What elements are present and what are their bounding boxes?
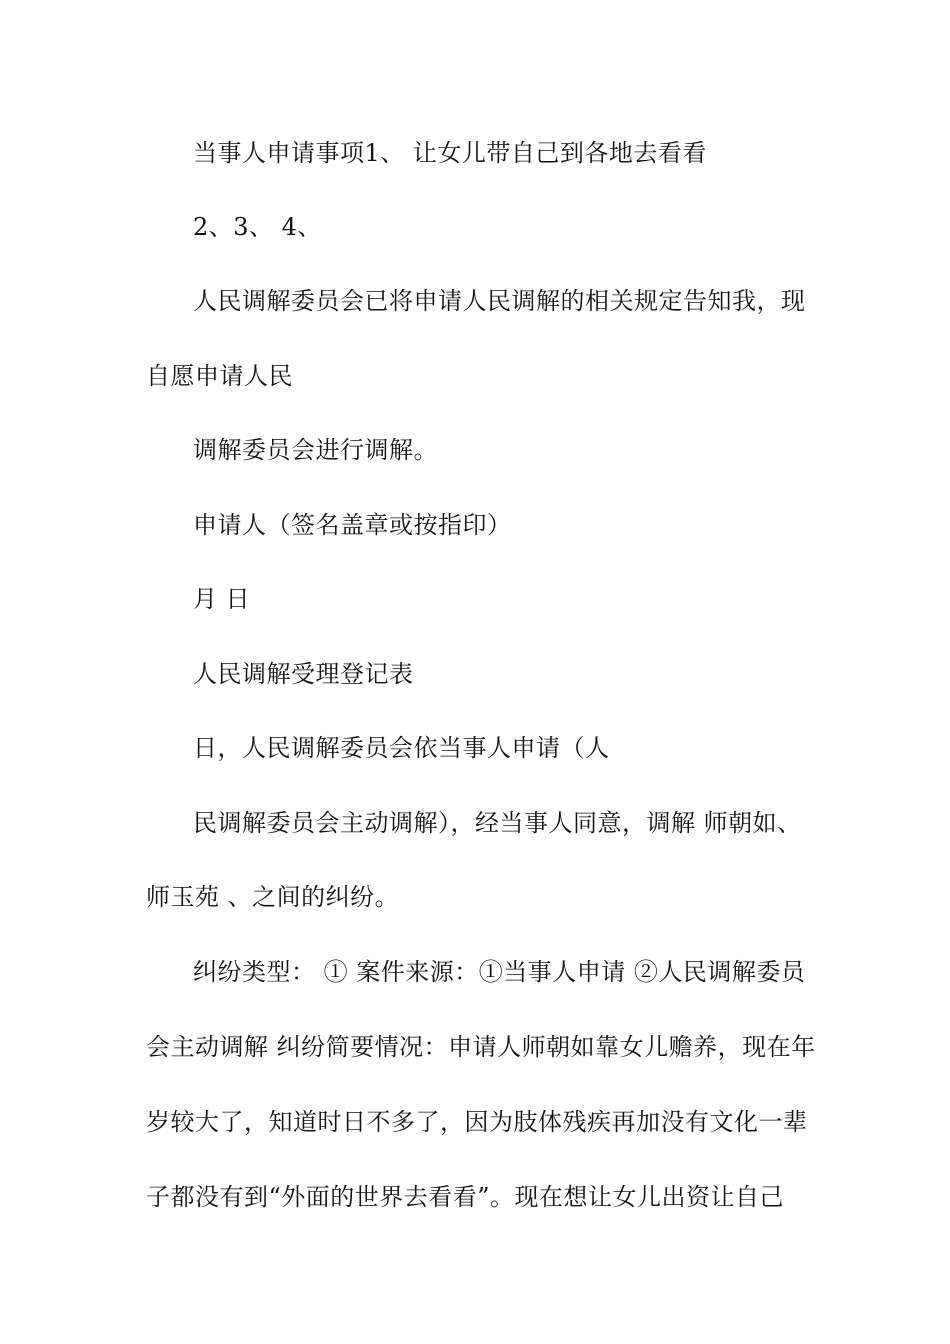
item-numbers-line: 2、3、 4、 xyxy=(193,213,322,241)
notice-line-3: 调解委员会进行调解。 xyxy=(193,436,438,464)
form-title: 人民调解受理登记表 xyxy=(193,660,414,688)
notice-line-1: 人民调解委员会已将申请人民调解的相关规定告知我，现 xyxy=(193,287,806,315)
application-items-line: 当事人申请事项1、 让女儿带自己到各地去看看 xyxy=(193,139,707,167)
dispute-summary-line-2: 岁较大了，知道时日不多了，因为肢体残疾再加没有文化一辈 xyxy=(146,1108,808,1136)
dispute-summary-line-1: 会主动调解 纠纷简要情况：申请人师朝如靠女儿赡养，现在年 xyxy=(146,1033,816,1061)
registration-line-1: 日，人民调解委员会依当事人申请（人 xyxy=(193,734,610,762)
registration-line-2: 民调解委员会主动调解），经当事人同意，调解 师朝如、 xyxy=(193,809,802,837)
notice-line-2: 自愿申请人民 xyxy=(146,362,293,390)
date-line: 月 日 xyxy=(193,585,251,613)
applicant-signature-line: 申请人（签名盖章或按指印） xyxy=(193,511,512,539)
dispute-summary-line-3: 子都没有到“外面的世界去看看”。现在想让女儿出资让自己 xyxy=(146,1183,785,1211)
registration-line-3: 师玉苑 、之间的纠纷。 xyxy=(146,883,400,911)
dispute-type-line: 纠纷类型： ① 案件来源：①当事人申请 ②人民调解委员 xyxy=(193,958,806,986)
